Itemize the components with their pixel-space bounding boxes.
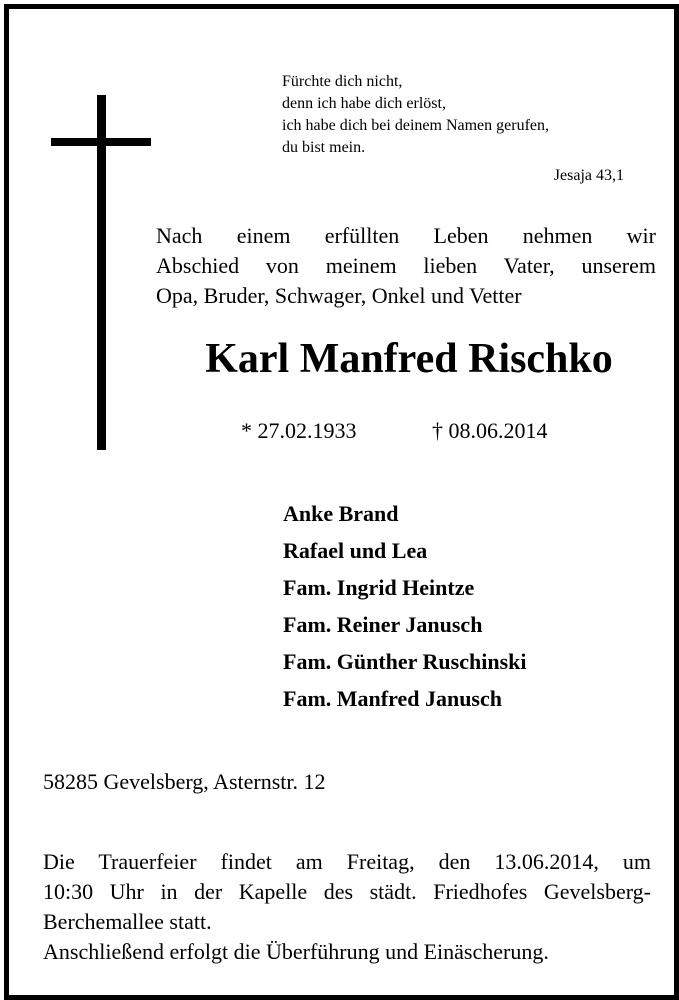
death-date: † 08.06.2014 (432, 418, 548, 443)
verse-line: ich habe dich bei deinem Namen gerufen, (282, 117, 549, 134)
ceremony-line: Anschließend erfolgt die Überführung und Einäscherung. (43, 939, 549, 964)
intro-line: Nach einem erfüllten Leben nehmen wir (156, 223, 656, 248)
cross-icon (97, 95, 106, 450)
verse-line: Fürchte dich nicht, (282, 73, 403, 90)
verse-line: denn ich habe dich erlöst, (282, 95, 446, 112)
ceremony-line: Berchemallee statt. (43, 909, 212, 934)
mourner-name: Fam. Ingrid Heintze (283, 575, 475, 600)
mourners-list (283, 499, 526, 721)
ceremony-info (43, 847, 651, 967)
intro-line: Opa, Bruder, Schwager, Onkel und Vetter (156, 283, 522, 308)
family-address: 58285 Gevelsberg, Asternstr. 12 (43, 769, 326, 794)
mourner-name: Fam. Manfred Janusch (283, 686, 502, 711)
birth-date: * 27.02.1933 (241, 418, 357, 443)
obituary-frame (4, 4, 679, 1000)
mourner-name: Anke Brand (283, 501, 399, 526)
intro-line: Abschied von meinem lieben Vater, unserem (156, 253, 656, 278)
cross-icon-bar (51, 138, 151, 146)
ceremony-line: 10:30 Uhr in der Kapelle des städt. Friedhofes Gevelsberg- (43, 879, 651, 904)
mourner-name: Fam. Reiner Janusch (283, 612, 483, 637)
intro-text (156, 221, 656, 311)
mourner-name: Rafael und Lea (283, 538, 428, 563)
bible-verse (282, 71, 549, 159)
verse-reference: Jesaja 43,1 (553, 167, 624, 184)
ceremony-line: Die Trauerfeier findet am Freitag, den 13.06.2014, um (43, 849, 651, 874)
deceased-name: Karl Manfred Rischko (205, 336, 613, 382)
mourner-name: Fam. Günther Ruschinski (283, 649, 527, 674)
verse-line: du bist mein. (282, 139, 366, 156)
